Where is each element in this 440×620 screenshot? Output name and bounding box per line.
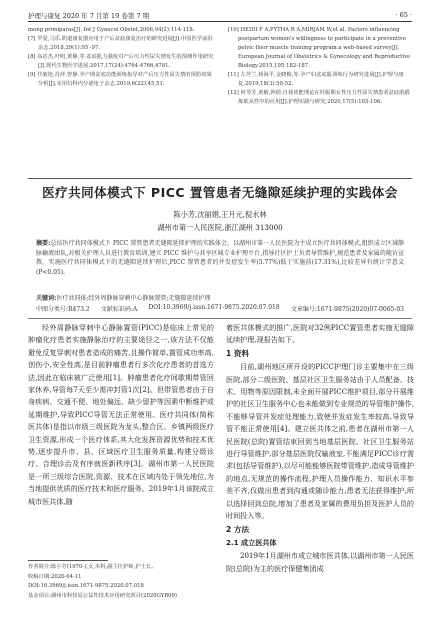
body-paragraph: 着医共体模式的推广,医院对32例PICC置管患者实施无缝隙延续护理,现报告如下。 (226, 323, 414, 345)
running-header (28, 8, 412, 22)
abstract-text: 总结医疗共同体模式下 PICC 置管患者无缝隙延续护理的实践体会。以湖州市第一人民医院为主成立医疗共同体模式,组织成立区域静脉输液团队,对相关护理人员进行教育培训,建立 PICC 维护与共享区城专业护理平台,指导社区护士负责导管维护,规范患者及家属的随访宣教。实施医疗共同体模式下的无缝隙延续护理后,PICC 置管患者的并发症发生率(5.77%)低于实施前(17.31%),比较差异有统计学意义(P<0.05)。 (36, 240, 404, 276)
keywords-text: 医疗共同体;经外周静脉穿刺中心静脉置管;无缝隙延续护理 (56, 295, 211, 302)
body-paragraph: 2019年1月湖州市成立城市医共体,以湖州市第一人民医院(总院)为主的医疗保健集团成 (226, 551, 414, 573)
body-column-left (28, 322, 214, 508)
keywords-label: 关键词: (36, 295, 57, 302)
reference-item: [11] 左芹兰,杨海平,金晓梅,等.孕产妇盆底肌训练行为研究进展[J].护理与康复,2019,18(3):50-52. (228, 72, 404, 87)
footnote-item: DOI:10.3969/j.issn.1671-9875.2020.07.018 (28, 583, 144, 589)
footnote-item: 收稿日期:2020-04-11 (28, 573, 82, 580)
journal-issue: 护理与康复 2020 年 7 月第 19 卷第 7 期 (28, 11, 150, 20)
section-heading: 2 方法 (226, 524, 250, 534)
reference-item: [8] 高洁杰,叶明,黄静,等.盆底肌力强度对产后压力性尿失禁发生的预测作用研究[J].现代生物医学进展,2017,17(24):4764-4766,4781. (28, 54, 214, 69)
doi: DOI:10.3969/j.issn.1671-9875.2020.07.018 (148, 304, 280, 311)
article-title: 医疗共同体模式下 PICC 置管患者无缝隙延续护理的实践体会 (42, 185, 398, 200)
body-paragraph: 目前,湖州地区所开设的PICC护理门诊主要集中在三级医院,部分二级医院、基层社区卫生服务站由于人员配备、技术、用物等原因限制,未全面开展PICC维护项目,部分开展维护的社区卫生服务中心也未能做到专业规范的导管维护操作,不能够导管并发症处理能力,致使并发症发生率较高,导致导管不能正常使用[4]。建立医共体之前,患者在湖州市第一人民医院(总院)置管结束回到当地基层医院、社区卫生服务站进行导管维护,部分基层医院仅输液室,不能满足PICC诊疗需求(包括导管维护),以尽可能能够医院带管维护,造成导管维护的地点,无规范的操作流程,护理人员操作能力、知识水平参差不齐,仅做出患者到沟通或随诊能力,患者无法获得维护,所以选择回到总院,增加了患者及家属的费用负担及医护人员的时间投入等。 (226, 362, 414, 521)
article-number: 文章编号:1671-9875(2020)07-0065-03 (290, 306, 404, 313)
body-column-right (226, 322, 414, 575)
abstract-label: 摘要: (36, 240, 51, 247)
footnote-rule (28, 560, 108, 561)
reference-item: [12] 何琴芳,黄敏,钟蔚.自我效能理论在妊娠期女性压力性尿失禁患者盆底肌锻炼依从性中的应用[J].护理实践与研究,2020,17(5):105-106. (228, 90, 410, 105)
reference-item: [10] HEIDI F A,PYTHA R A,MIRJAM W,et al. Factors influencing postpartum women's willingness to participate in a preventive pelvic floor muscle training program:a web-based survey[J]. European Journal of Obstetrics & Gynecology and Reproductive Biology,2015,195:182-187. (228, 27, 411, 69)
reference-item: mong primiparas[J]. Int J Gynecol Obstet,2006,94(2):114-118. (28, 27, 195, 33)
section-divider (28, 178, 412, 179)
document-code: 文献标识码:A (100, 306, 138, 313)
reference-list-right (228, 26, 414, 107)
keywords (36, 294, 404, 303)
footnote-item: 作者简介:陈小芳(1970-),女,本科,副主任护师,护士长。 (28, 564, 157, 570)
abstract (36, 239, 404, 277)
header-rule (28, 21, 412, 22)
footnotes (28, 563, 214, 601)
article-authors: 陈小芳,沈丽娟,王月元,倪水林 (173, 210, 267, 219)
reference-item: [7] 罗爱,马乐.阴道康复器应用于产后盆底康复治疗的研究进展[J].中国医学前沿杂志,2018,29(1):95 -97. (28, 36, 213, 51)
article-meta (36, 304, 404, 313)
subsection-heading: 2.1 成立医共体 (226, 537, 277, 547)
page-number: · 65 · (395, 11, 412, 19)
section-heading: 1 资料 (226, 348, 250, 358)
reference-list-left (28, 26, 214, 89)
reference-item: [9] 代敏艳,肖萍,曾静.孕产期盆底功能训练指导对产后压力性尿失禁的预防效果分析[J].实用妇科内分泌电子杂志,2019,6(22):45,51. (28, 72, 212, 87)
clc-number: 中图分类号:R473.2 (36, 306, 90, 313)
body-paragraph: 经外周静脉穿刺中心静脉置管(PICC)是临床上常见的肿瘤化疗患者实施静脉治疗的主要途径之一,该方法不仅能避免反复穿刺对患者造成的痛苦,且操作简单,置管成功率高,创伤小,安全性高,是目前肿瘤患者行多次化疗患者的首选方法,因此在临床被广泛使用[1]。肿瘤患者化疗间歇期带管回家休养,导管每7天至少需冲封管1次[2]。但带管患者由于自身疾病、交通不便、地处偏远、缺少留护等因素中断维护或延期维护,导致PICC导管无法正常使用。医疗共同体(简称医共体)是指以市级三级医院为龙头,整合区、乡镇两级医疗卫生资源,形成一个医疗体系,其大化发挥资源优势和技术优势,逐步提升市、县、区域医疗卫生服务质量,构建分级诊疗、合理诊治及有序就医新秩序[3]。湖州市第一人民医院是一所三级综合医院,资源、技术在区域内处于领先地位,为当地提供优质的医疗技术和医疗服务。2019年1月该院成立城市医共体,随 (28, 323, 214, 506)
abstract-rule (28, 318, 412, 319)
author-affiliation: 湖州市第一人民医院,浙江湖州 313000 (157, 223, 283, 232)
footnote-item: 基金项目:湖州市科技局公益性技术应用研究项目(2020GYB09) (28, 592, 177, 599)
